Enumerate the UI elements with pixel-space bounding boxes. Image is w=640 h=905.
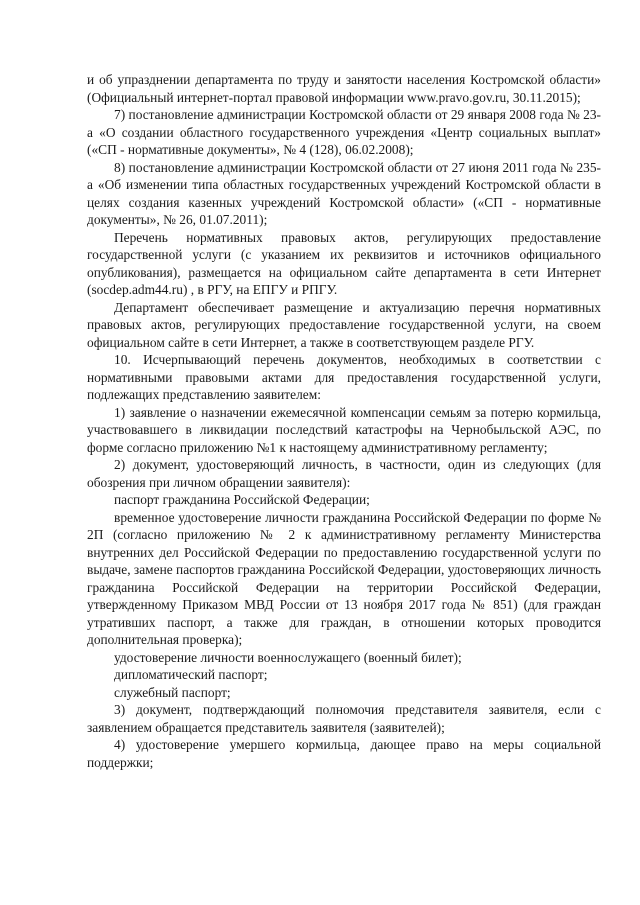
paragraph-11: удостоверение личности военнослужащего (военный билет); <box>114 649 462 665</box>
paragraph-1: и об упразднении департамента по труду и занятости населения Костромской области» (Официальный интернет-портал правовой информации www.pravo.gov.ru, 30.11.2015); <box>87 72 601 105</box>
paragraph-6: 10. Исчерпывающий перечень документов, необходимых в соответствии с нормативными правовыми актами для предоставления государственной услуги, подлежащих представлению заявителем: <box>87 352 601 402</box>
paragraph-8: 2) документ, удостоверяющий личность, в частности, один из следующих (для обозрения при личном обращении заявителя): <box>87 457 601 490</box>
document-body <box>87 71 601 771</box>
paragraph-2: 7) постановление администрации Костромской области от 29 января 2008 года № 23-а «О создании областного государственного учреждения «Центр социальных выплат» («СП - нормативные документы», № 4 (128), 06.02.2008); <box>87 107 601 157</box>
paragraph-12: дипломатический паспорт; <box>114 667 268 682</box>
paragraph-10: временное удостоверение личности гражданина Российской Федерации по форме № 2П (согласно приложению № 2 к административному регламенту Министерства внутренних дел Российской Федерации по предоставлению государственной услуги по выдаче, замене паспортов гражданина Российской Федерации, удостоверяющих личность гражданина Российской Федерации на территории Российской Федерации, утвержденному Приказом МВД России от 13 ноября 2017 года № 851) (для граждан утративших паспорт, а также для граждан, в отношении которых проводится дополнительная проверка); <box>87 509 601 647</box>
paragraph-3: 8) постановление администрации Костромской области от 27 июня 2011 года № 235-а «Об изменении типа областных государственных учреждений Костромской области в целях создания казенных учреждений Костромской области» («СП - нормативные документы», № 26, 01.07.2011); <box>87 159 601 227</box>
paragraph-13: служебный паспорт; <box>114 684 231 700</box>
paragraph-14: 3) документ, подтверждающий полномочия представителя заявителя, если с заявлением обращается представитель заявителя (заявителей); <box>87 702 601 735</box>
paragraph-4: Перечень нормативных правовых актов, регулирующих предоставление государственной услуги (с указанием их реквизитов и источников официального опубликования), размещается на официальном сайте департамента в сети Интернет (socdep.adm44.ru) , в РГУ, на ЕПГУ и РПГУ. <box>87 229 601 297</box>
paragraph-9: паспорт гражданина Российской Федерации; <box>114 492 370 507</box>
paragraph-5: Департамент обеспечивает размещение и актуализацию перечня нормативных правовых актов, регулирующих предоставление государственной услуги, на своем официальном сайте в сети Интернет, а также в соответствующем разделе РГУ. <box>87 299 601 350</box>
paragraph-15: 4) удостоверение умершего кормильца, дающее право на меры социальной поддержки; <box>87 737 601 770</box>
paragraph-7: 1) заявление о назначении ежемесячной компенсации семьям за потерю кормильца, участвовавшего в ликвидации последствий катастрофы на Чернобыльской АЭС, по форме согласно приложению №1 к настоящему административному регламенту; <box>87 404 601 455</box>
